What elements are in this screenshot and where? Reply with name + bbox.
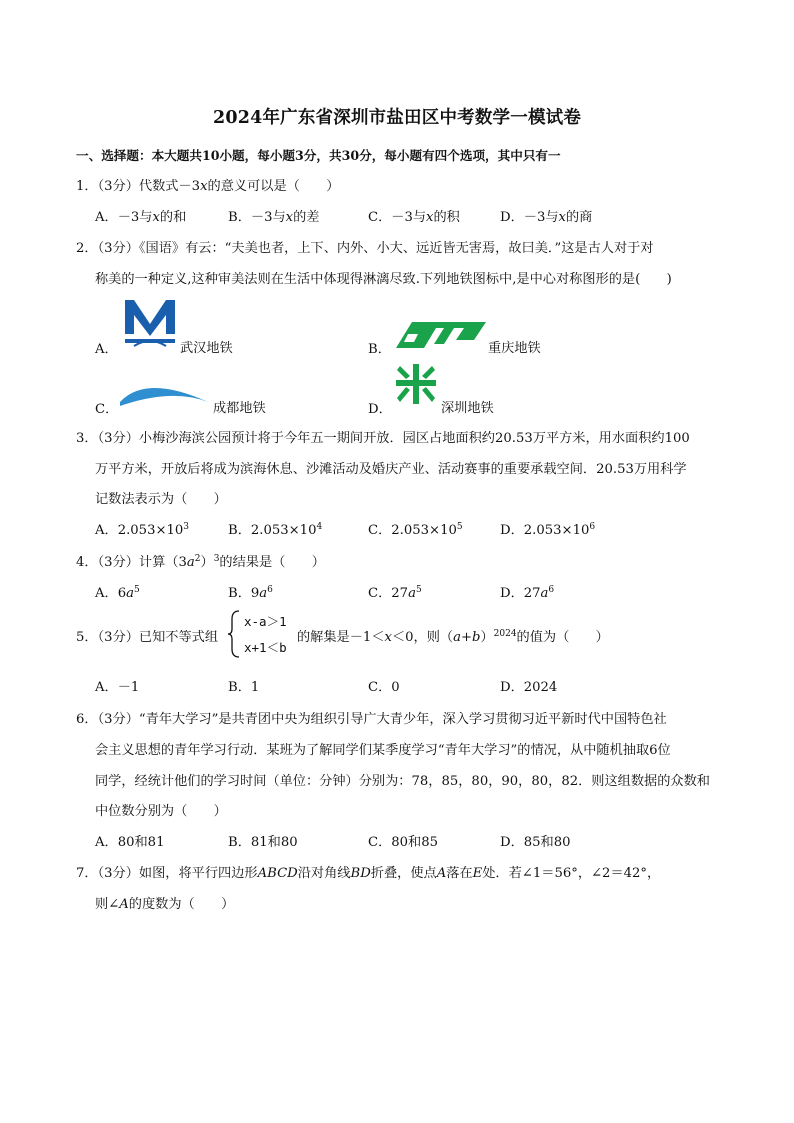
q1-option-a: A．－3与x的和: [95, 210, 187, 225]
q2-option-a-label: 武汉地铁: [180, 341, 233, 356]
wuhan-metro-logo-icon: [122, 298, 178, 348]
question-3-line-1: 3．（3分）小梅沙海滨公园预计将于今年五一期间开放．园区占地面积约20.53万平方米，用水面积约100: [76, 431, 690, 446]
question-7-line-1: 7．（3分）如图，将平行四边形ABCD沿对角线BD折叠，使点A落在E处．若∠1＝56°，∠2＝42°，: [76, 866, 661, 881]
question-6-line-3: 同学，经统计他们的学习时间（单位：分钟）分别为：78，85，80，90，80，82．则这组数据的众数和: [95, 774, 710, 789]
q2-option-d-label: 深圳地铁: [441, 401, 494, 416]
q4-option-a: A．$6a^5$: [95, 585, 140, 601]
section-heading: 一、选择题：本大题共10小题，每小题3分，共30分，每小题有四个选项，其中只有一: [76, 148, 561, 163]
q5-option-a: A．－1: [95, 680, 140, 695]
question-1: 1．（3分）代数式－3x的意义可以是（ ）: [76, 179, 340, 194]
q1-option-b: B．－3与x的差: [228, 210, 320, 225]
q2-option-d-letter: D．: [368, 402, 392, 417]
q4-option-b: B．$9a^6$: [228, 585, 273, 601]
q5-option-c: C．0: [368, 680, 400, 695]
q2-option-b-label: 重庆地铁: [488, 341, 541, 356]
q6-option-b: B．81和80: [228, 835, 298, 850]
question-5-stem-a: 5．（3分）已知不等式组: [76, 630, 219, 645]
question-6-line-2: 会主义思想的青年学习行动．某班为了解同学们某季度学习“青年大学习”的情况，从中随机抽取6位: [95, 743, 671, 758]
chengdu-metro-logo-icon: [116, 376, 212, 410]
question-5-stem-b: 的解集是－1＜x＜0，则$(a+b)^{2024}$的值为（ ）: [297, 629, 609, 645]
inequality-1: x-a＞1: [244, 614, 287, 629]
question-2-line-1: 2．（3分）《国语》有云：“夫美也者，上下、内外、小大、远近皆无害焉，故曰美．”这是古人对于对: [76, 241, 654, 256]
q6-option-a: A．80和81: [95, 835, 165, 850]
question-6-line-4: 中位数分别为（ ）: [95, 804, 227, 819]
exam-title: 2024年广东省深圳市盐田区中考数学一模试卷: [212, 108, 582, 128]
q2-option-c-letter: C．: [95, 402, 119, 417]
question-2-line-2: 称美的一种定义,这种审美法则在生活中体现得淋漓尽致.下列地铁图标中,是中心对称图形的是( ): [95, 272, 672, 287]
q5-option-d: D．2024: [500, 680, 558, 695]
q2-option-a-letter: A．: [95, 342, 118, 357]
question-6-line-1: 6．（3分）“青年大学习”是共青团中央为组织引导广大青少年，深入学习贯彻习近平新时代中国特色社: [76, 712, 667, 727]
q6-option-c: C．80和85: [368, 835, 439, 850]
shenzhen-metro-logo-icon: [394, 362, 438, 406]
q1-option-c: C．－3与x的积: [368, 210, 460, 225]
q2-option-b-letter: B．: [368, 342, 391, 357]
question-7-line-2: 则∠A的度数为（ ）: [95, 897, 235, 912]
q4-option-d: D．$27a^6$: [500, 585, 555, 601]
inequality-2: x+1＜b: [244, 640, 287, 655]
question-4: 4．（3分）计算$(3a^2)^3$的结果是（ ）: [76, 554, 325, 570]
q4-option-c: C．$27a^5$: [368, 585, 422, 601]
q3-option-c: C．$2.053\times 10^5$: [368, 522, 463, 538]
q5-option-b: B．1: [228, 680, 260, 695]
q2-option-c-label: 成都地铁: [213, 401, 266, 416]
q6-option-d: D．85和80: [500, 835, 571, 850]
q3-option-d: D．$2.053\times 10^6$: [500, 522, 596, 538]
inequality-brace-icon: [227, 610, 241, 658]
q1-option-d: D．－3与x的商: [500, 210, 593, 225]
q3-option-a: A．$2.053\times 10^3$: [95, 522, 190, 538]
question-3-line-3: 记数法表示为（ ）: [95, 492, 227, 507]
question-3-line-2: 万平方米，开放后将成为滨海休息、沙滩活动及婚庆产业、活动赛事的重要承载空间．20.53万用科学: [95, 462, 687, 477]
chongqing-metro-logo-icon: [394, 318, 488, 350]
q3-option-b: B．$2.053\times 10^4$: [228, 522, 323, 538]
